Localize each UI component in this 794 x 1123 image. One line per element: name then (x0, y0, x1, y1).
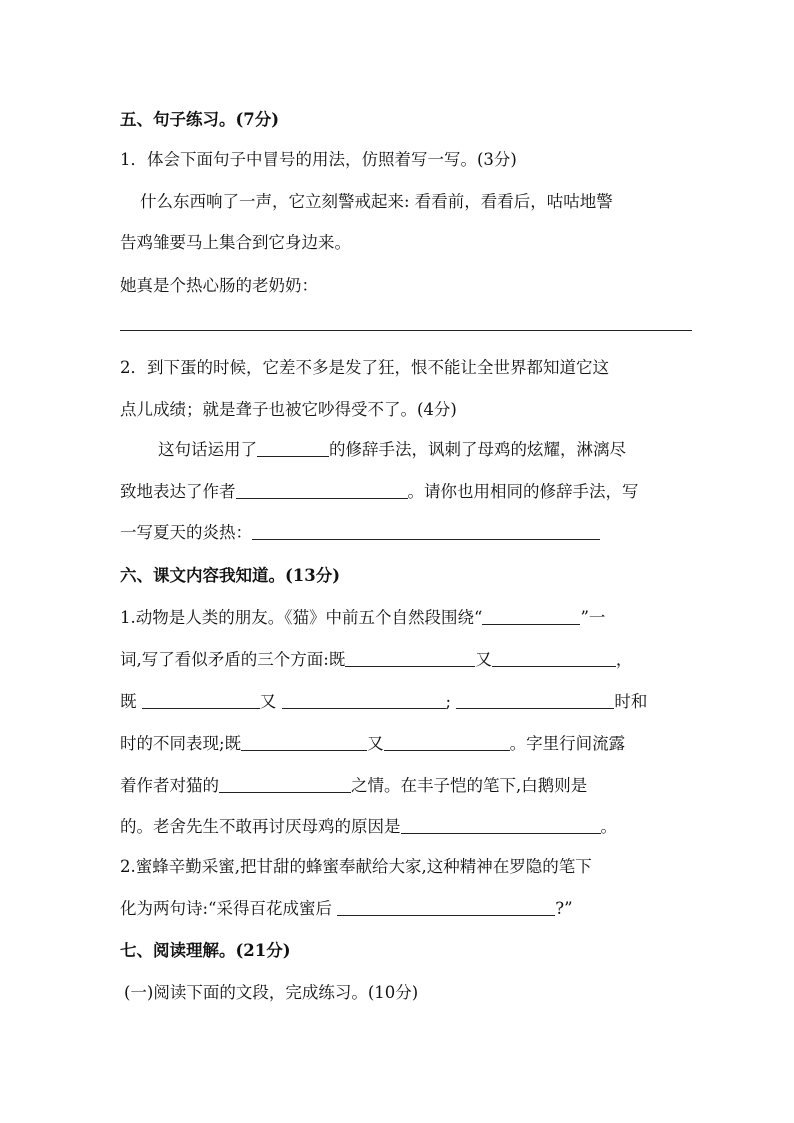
sec6-q2-b1: 化为两句诗:“采得百花成蜜后 (120, 899, 332, 918)
sec5-q2-d (120, 480, 700, 504)
sec5-q2-d1: 致地表达了作者 (120, 482, 236, 501)
blank-you-1[interactable] (492, 648, 616, 667)
section6-title: 六、课文内容我知道。(13分) (120, 566, 341, 585)
sec6-q1-b (120, 648, 700, 672)
sec6-q1-b2: 又 (475, 650, 492, 669)
blank-feeling[interactable] (219, 774, 351, 793)
sec5-q2-e1: 一写夏天的炎热： (120, 523, 252, 542)
sec6-q1-f1: 的。老舍先生不敢再讨厌母鸡的原因是 (120, 817, 401, 836)
sec5-q2-e (120, 521, 700, 545)
sec6-q1-e2: 之情。在丰子恺的笔下,白鹅则是 (351, 776, 588, 795)
sec6-q2-a: 2.蜜蜂辛勤采蜜,把甘甜的蜂蜜奉献给大家,这种精神在罗隐的笔下 (120, 857, 592, 876)
sec6-q1-f (120, 815, 700, 839)
sec6-q1-c4: 时和 (614, 692, 648, 711)
sec5-q2-c1: 这句话运用了 (158, 440, 257, 459)
sec6-q2-b (120, 897, 700, 921)
sec6-q1-d2: 又 (367, 734, 384, 753)
blank-summer-heat[interactable] (252, 521, 600, 540)
sec6-q1-a2: ”一 (580, 608, 606, 627)
sec5-q1-text-b: 告鸡雏要马上集合到它身边来。 (120, 233, 351, 252)
blank-ji-1[interactable] (345, 648, 475, 667)
sec5-q2-b: 点儿成绩；就是聋子也被它吵得受不了。(4分) (120, 400, 457, 419)
sec6-q1-c (120, 690, 700, 714)
blank-ji-3[interactable] (241, 732, 367, 751)
sec6-q1-c3: ; (445, 692, 452, 711)
blank-time[interactable] (456, 690, 614, 709)
answer-line[interactable] (120, 330, 692, 331)
section5-title: 五、句子练习。(7分) (120, 110, 280, 129)
sec5-q2-c (158, 438, 738, 462)
sec6-q1-b1: 词,写了看似矛盾的三个方面:既 (120, 650, 346, 669)
sec6-q1-a1: 1.动物是人类的朋友。《猫》中前五个自然段围绕“ (120, 608, 483, 627)
section7-title: 七、阅读理解。(21分) (120, 941, 291, 960)
sec6-q1-c2: 又 (259, 692, 277, 711)
sec5-q1: 1．体会下面句子中冒号的用法，仿照着写一写。(3分) (120, 150, 517, 169)
blank-poem-line[interactable] (337, 897, 555, 916)
sec5-q1-prompt: 她真是个热心肠的老奶奶： (120, 276, 318, 295)
sec6-q2-b2: ?” (555, 899, 573, 918)
blank-author-feeling[interactable] (236, 480, 408, 499)
sec5-q2-c2: 的修辞手法，讽刺了母鸡的炫耀，淋漓尽 (329, 440, 626, 459)
blank-ji-2[interactable] (142, 690, 260, 709)
sec6-q1-e1: 着作者对猫的 (120, 776, 219, 795)
blank-you-3[interactable] (384, 732, 510, 751)
blank-rhetoric[interactable] (257, 438, 329, 457)
sec6-q1-d (120, 732, 700, 756)
sec6-q1-e (120, 774, 700, 798)
sec6-q1-b3: ， (615, 650, 633, 669)
blank-you-2[interactable] (282, 690, 446, 709)
sec7-sub1: (一)阅读下面的文段，完成练习。(10分) (124, 983, 419, 1002)
sec6-q1-f2: 。 (600, 817, 617, 836)
sec6-q1-d1: 时的不同表现;既 (120, 734, 242, 753)
blank-cat-keyword[interactable] (482, 606, 580, 625)
sec6-q1-d3: 。字里行间流露 (509, 734, 626, 753)
blank-reason[interactable] (401, 815, 601, 834)
sec5-q2-a: 2．到下蛋的时候，它差不多是发了狂，恨不能让全世界都知道它这 (120, 358, 609, 377)
sec6-q1-a (120, 606, 700, 630)
sec6-q1-c1: 既 (120, 692, 137, 711)
sec5-q1-text-a: 什么东西响了一声，它立刻警戒起来: 看看前，看看后，咕咕地警 (140, 192, 613, 211)
sec5-q2-d2: 。请你也用相同的修辞手法，写 (407, 482, 639, 501)
